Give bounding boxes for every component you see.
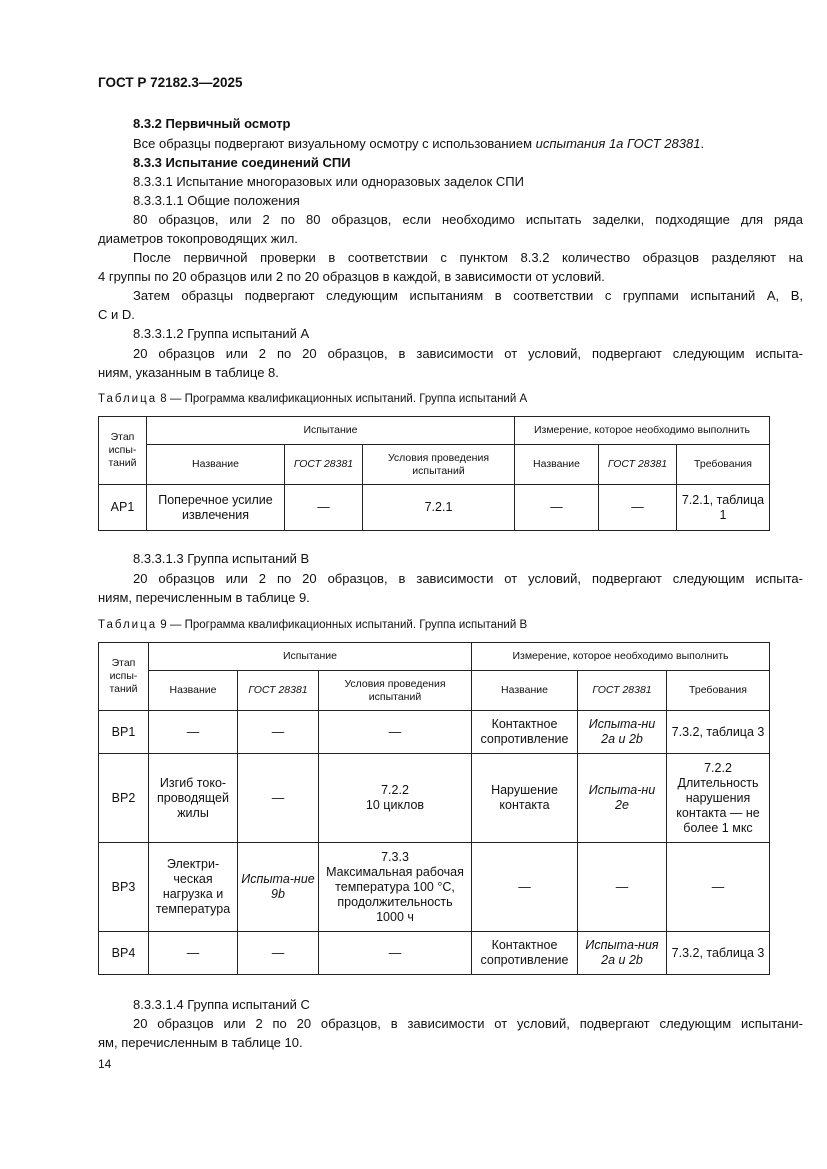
section-8-3-2-title: 8.3.2 Первичный осмотр [133,116,291,131]
cell-gost: — [238,932,319,975]
paragraph-line: 20 образцов или 2 по 20 образцов, в зависимости от условий, подвергают следующим испыта- [133,346,803,361]
cell-gost: — [238,754,319,843]
cell-stage: AP1 [99,485,147,531]
header-requirements: Требования [667,671,770,711]
cell-name: Электри-ческая нагрузка и температура [149,843,238,932]
cell-measure-name: — [515,485,599,531]
header-measure-group: Измерение, которое необходимо выполнить [472,643,770,671]
header-measure-gost: ГОСТ 28381 [578,671,667,711]
cell-stage: BP4 [99,932,149,975]
cell-measure-gost: Испыта-ни 2a и 2b [578,711,667,754]
document-header: ГОСТ Р 72182.3—2025 [98,75,243,90]
cell-name: Изгиб токо-проводящей жилы [149,754,238,843]
cell-requirements: — [667,843,770,932]
paragraph-line: ям, перечисленным в таблице 10. [98,1035,303,1050]
paragraph-line: ниям, перечисленным в таблице 9. [98,590,310,605]
table-row [99,711,770,754]
cell-measure-gost: Испыта-ни 2e [578,754,667,843]
cell-requirements: 7.2.2 Длительность нарушения контакта — не более 1 мкс [667,754,770,843]
cell-gost: — [285,485,363,531]
paragraph-line: 4 группы по 20 образцов или 2 по 20 образцов в каждой, в зависимости от условий. [98,269,605,284]
paragraph-line: диаметров токопроводящих жил. [98,231,298,246]
cell-stage: BP1 [99,711,149,754]
table-row [99,932,770,975]
cell-name: — [149,932,238,975]
header-test-group: Испытание [147,417,515,445]
table-9-caption: Таблица 9 — Программа квалификационных испытаний. Группа испытаний B [98,619,528,631]
header-measure-name: Название [472,671,578,711]
cell-measure-name: Нарушение контакта [472,754,578,843]
paragraph-line: После первичной проверки в соответствии с пунктом 8.3.2 количество образцов разделяют на [133,250,803,265]
table-row [99,843,770,932]
cell-gost: — [238,711,319,754]
cell-conditions: 7.2.1 [363,485,515,531]
cell-stage: BP3 [99,843,149,932]
paragraph-line: Затем образцы подвергают следующим испытаниям в соответствии с группами испытаний A, B, [133,288,803,303]
cell-name: — [149,711,238,754]
cell-measure-gost: — [578,843,667,932]
cell-requirements: 7.2.1, таблица 1 [677,485,770,531]
header-measure-name: Название [515,445,599,485]
page-number: 14 [98,1057,112,1071]
table-8 [98,416,770,531]
paragraph-line: C и D. [98,307,135,322]
cell-requirements: 7.3.2, таблица 3 [667,711,770,754]
section-8-3-3-1-2-title: 8.3.3.1.2 Группа испытаний А [133,326,310,341]
paragraph-line: 20 образцов или 2 по 20 образцов, в зависимости от условий, подвергают следующим испытани- [133,1016,803,1031]
header-name: Название [149,671,238,711]
header-measure-group: Измерение, которое необходимо выполнить [515,417,770,445]
section-8-3-3-1-4-title: 8.3.3.1.4 Группа испытаний C [133,997,310,1012]
header-conditions: Условия проведения испытаний [363,445,515,485]
header-requirements: Требования [677,445,770,485]
paragraph-line: 80 образцов, или 2 по 80 образцов, если необходимо испытать заделки, подходящие для ряда [133,212,803,227]
cell-name: Поперечное усилие извлечения [147,485,285,531]
cell-conditions: 7.3.3 Максимальная рабочая температура 100 °C, продолжительность 1000 ч [319,843,472,932]
cell-measure-gost: — [599,485,677,531]
header-name: Название [147,445,285,485]
header-measure-gost: ГОСТ 28381 [599,445,677,485]
section-8-3-3-1-title: 8.3.3.1 Испытание многоразовых или одноразовых заделок СПИ [133,174,524,189]
paragraph-line: ниям, указанным в таблице 8. [98,365,279,380]
header-gost: ГОСТ 28381 [285,445,363,485]
header-conditions: Условия проведения испытаний [319,671,472,711]
section-8-3-3-title: 8.3.3 Испытание соединений СПИ [133,155,351,170]
table-8-caption: Таблица 8 — Программа квалификационных испытаний. Группа испытаний А [98,393,528,405]
cell-conditions: — [319,711,472,754]
table-row [99,754,770,843]
cell-measure-gost: Испыта-ния 2a и 2b [578,932,667,975]
cell-stage: BP2 [99,754,149,843]
cell-conditions: 7.2.2 10 циклов [319,754,472,843]
header-test-group: Испытание [149,643,472,671]
header-gost: ГОСТ 28381 [238,671,319,711]
cell-requirements: 7.3.2, таблица 3 [667,932,770,975]
cell-measure-name: — [472,843,578,932]
cell-conditions: — [319,932,472,975]
cell-gost: Испыта-ние 9b [238,843,319,932]
paragraph-line: 20 образцов или 2 по 20 образцов, в зависимости от условий, подвергают следующим испыта- [133,571,803,586]
header-stage: Этап испы-таний [99,417,147,485]
table-row [99,485,770,531]
section-8-3-3-1-1-title: 8.3.3.1.1 Общие положения [133,193,300,208]
section-8-3-2-text: Все образцы подвергают визуальному осмотру с использованием испытания 1a ГОСТ 28381. [133,136,705,151]
table-9 [98,642,770,975]
cell-measure-name: Контактное сопротивление [472,711,578,754]
section-8-3-3-1-3-title: 8.3.3.1.3 Группа испытаний B [133,551,310,566]
header-stage: Этап испы-таний [99,643,149,711]
cell-measure-name: Контактное сопротивление [472,932,578,975]
